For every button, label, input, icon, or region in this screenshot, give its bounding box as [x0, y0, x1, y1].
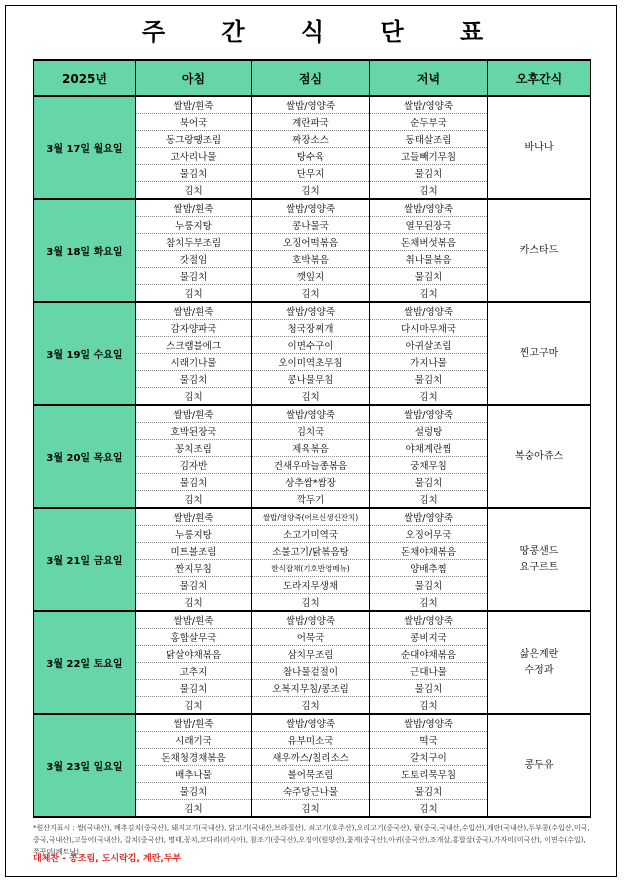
dinner-item: 쌀밥/영양죽: [370, 508, 488, 526]
breakfast-item: 쌀밥/흰죽: [136, 405, 252, 423]
lunch-item: 이면수구이: [252, 337, 370, 354]
menu-body: [34, 96, 591, 817]
breakfast-item: 누룽지탕: [136, 217, 252, 234]
menu-row: [34, 96, 591, 114]
breakfast-item: 물김치: [136, 577, 252, 594]
breakfast-item: 미트볼조림: [136, 543, 252, 560]
breakfast-item: 시래기나물: [136, 354, 252, 371]
dinner-item: 쌀밥/영양죽: [370, 302, 488, 320]
breakfast-item: 쌀밥/흰죽: [136, 714, 252, 732]
dinner-item: 김치: [370, 491, 488, 509]
menu-row: [34, 508, 591, 526]
dinner-item: 쌀밥/영양죽: [370, 714, 488, 732]
day-label: 3월 19일 수요일: [34, 302, 136, 405]
snack-item: 복숭아쥬스: [514, 450, 564, 462]
day-label: 3월 18일 화요일: [34, 199, 136, 302]
menu-row: [34, 405, 591, 423]
breakfast-item: 물김치: [136, 680, 252, 697]
breakfast-item: 김치: [136, 800, 252, 818]
day-label: 3월 23일 일요일: [34, 714, 136, 817]
dinner-item: 다시마무채국: [370, 320, 488, 337]
lunch-item: 김치: [252, 388, 370, 406]
lunch-item: 쌀밥/영양죽: [252, 96, 370, 114]
lunch-item: 김치: [252, 594, 370, 612]
lunch-item: 오복지무침/콩조림: [252, 680, 370, 697]
lunch-item: 삼치무조림: [252, 646, 370, 663]
breakfast-item: 북어국: [136, 114, 252, 131]
breakfast-item: 물김치: [136, 474, 252, 491]
breakfast-item: 쌀밥/흰죽: [136, 611, 252, 629]
lunch-item: 쌀밥/영양죽: [252, 302, 370, 320]
breakfast-item: 짠지무침: [136, 560, 252, 577]
dinner-item: 도토리묵무침: [370, 766, 488, 783]
dinner-item: 궁채무침: [370, 457, 488, 474]
lunch-item: 김치: [252, 800, 370, 818]
dinner-item: 오징어무국: [370, 526, 488, 543]
lunch-item: 쌀밥/영양죽: [252, 714, 370, 732]
lunch-item: 소불고기/닭볶음탕: [252, 543, 370, 560]
dinner-header: 저녁: [370, 60, 488, 96]
snack-cell: [488, 405, 591, 508]
dinner-item: 설렁탕: [370, 423, 488, 440]
dinner-item: 돈채버섯볶음: [370, 234, 488, 251]
snack-item: 삶은계란: [519, 648, 559, 660]
breakfast-item: 쌀밥/흰죽: [136, 302, 252, 320]
breakfast-item: 쌀밥/흰죽: [136, 199, 252, 217]
day-label: 3월 17일 월요일: [34, 96, 136, 199]
lunch-item: 김치: [252, 182, 370, 200]
dinner-item: 물김치: [370, 268, 488, 285]
lunch-item: 청국장찌개: [252, 320, 370, 337]
breakfast-item: 물김치: [136, 165, 252, 182]
snack-cell: [488, 96, 591, 199]
dinner-item: 물김치: [370, 474, 488, 491]
dinner-item: 김치: [370, 697, 488, 715]
lunch-item: 쌀밥/영양죽(어르신생신잔치): [252, 508, 370, 526]
lunch-item: 호박볶음: [252, 251, 370, 268]
breakfast-item: 배추나물: [136, 766, 252, 783]
breakfast-item: 감자양파국: [136, 320, 252, 337]
dinner-item: 김치: [370, 285, 488, 303]
dinner-item: 김치: [370, 594, 488, 612]
header-row: [34, 60, 591, 96]
breakfast-item: 김치: [136, 594, 252, 612]
weekly-menu-table: [33, 59, 591, 818]
snack-item: 요구르트: [519, 561, 559, 573]
lunch-item: 볼어묵조림: [252, 766, 370, 783]
snack-cell: [488, 714, 591, 817]
breakfast-item: 쌀밥/흰죽: [136, 508, 252, 526]
snack-item: 콩두유: [524, 759, 554, 771]
dinner-item: 쌀밥/영양죽: [370, 199, 488, 217]
dinner-item: 돈채야채볶음: [370, 543, 488, 560]
lunch-item: 계란파국: [252, 114, 370, 131]
lunch-item: 쌀밥/영양죽: [252, 405, 370, 423]
lunch-item: 콩나물국: [252, 217, 370, 234]
substitute-note: 대체찬 - 콩조림, 도시락김, 계란,두부: [33, 854, 182, 864]
snack-item: 수정과: [524, 664, 554, 676]
lunch-item: 제육볶음: [252, 440, 370, 457]
day-label: 3월 21일 금요일: [34, 508, 136, 611]
lunch-item: 어묵국: [252, 629, 370, 646]
breakfast-item: 돈채청경채볶음: [136, 749, 252, 766]
breakfast-item: 누룽지탕: [136, 526, 252, 543]
breakfast-item: 고추지: [136, 663, 252, 680]
lunch-item: 짜장소스: [252, 131, 370, 148]
dinner-item: 순두부국: [370, 114, 488, 131]
lunch-item: 숙주당근나물: [252, 783, 370, 800]
lunch-item: 도라지무생채: [252, 577, 370, 594]
lunch-header: 점심: [252, 60, 370, 96]
snack-cell: [488, 508, 591, 611]
breakfast-item: 김치: [136, 697, 252, 715]
snack-cell: [488, 302, 591, 405]
snack-header: 오후간식: [488, 60, 591, 96]
snack-cell: [488, 199, 591, 302]
breakfast-item: 스크램블에그: [136, 337, 252, 354]
lunch-item: 김치: [252, 697, 370, 715]
breakfast-item: 김치: [136, 491, 252, 509]
breakfast-item: 물김치: [136, 783, 252, 800]
page-title: 주 간 식 단 표: [141, 18, 508, 46]
breakfast-item: 시래기국: [136, 732, 252, 749]
dinner-item: 동태살조림: [370, 131, 488, 148]
origin-footnote: *원산지표시 : 쌀(국내산), 배추김치(중국산), 돼지고기(국내산), 닭고기(국내산,브라질산), 쇠고기(호주산),오리고기(중국산), 팥(중국,국내산,수입산),계란(국내산),두부콩(수입산,미국,중국,국내산),고등어(국내산), 갈치(중국산), 명태,꽁치,코다리(러시아), 참조기(중국산),오징어(원양산),꽃게(중국산),아귀(중국산),조개살,홍합살(중국),가자미(미국산), 이면수(수입),쭈꾸미(베트남): [33, 824, 590, 856]
snack-item: 땅콩샌드: [519, 545, 559, 557]
breakfast-item: 고사리나물: [136, 148, 252, 165]
dinner-item: 콩비지국: [370, 629, 488, 646]
snack-item: 바나나: [524, 141, 554, 153]
dinner-item: 야채계란찜: [370, 440, 488, 457]
dinner-item: 물김치: [370, 577, 488, 594]
menu-row: [34, 714, 591, 732]
dinner-item: 김치: [370, 800, 488, 818]
dinner-item: 물김치: [370, 371, 488, 388]
dinner-item: 고들빼기무침: [370, 148, 488, 165]
snack-cell: [488, 611, 591, 714]
lunch-item: 새우까스/칠리소스: [252, 749, 370, 766]
year-header: 2025년: [34, 60, 136, 96]
dinner-item: 물김치: [370, 783, 488, 800]
breakfast-item: 갓절임: [136, 251, 252, 268]
day-label: 3월 20일 목요일: [34, 405, 136, 508]
dinner-item: 갈치구이: [370, 749, 488, 766]
dinner-item: 김치: [370, 182, 488, 200]
dinner-item: 떡국: [370, 732, 488, 749]
menu-row: [34, 199, 591, 217]
lunch-item: 오이미역초무침: [252, 354, 370, 371]
dinner-item: 아귀살조림: [370, 337, 488, 354]
breakfast-item: 김치: [136, 182, 252, 200]
lunch-item: 쌀밥/영양죽: [252, 611, 370, 629]
lunch-item: 소고기미역국: [252, 526, 370, 543]
breakfast-item: 물김치: [136, 371, 252, 388]
dinner-item: 쌀밥/영양죽: [370, 405, 488, 423]
dinner-item: 물김치: [370, 165, 488, 182]
lunch-item: 한식잡채(기호반영메뉴): [252, 560, 370, 577]
breakfast-item: 물김치: [136, 268, 252, 285]
snack-item: 찐고구마: [519, 347, 559, 359]
breakfast-header: 아침: [136, 60, 252, 96]
menu-row: [34, 302, 591, 320]
dinner-item: 쌀밥/영양죽: [370, 96, 488, 114]
lunch-item: 깻잎지: [252, 268, 370, 285]
lunch-item: 깍두기: [252, 491, 370, 509]
lunch-item: 김치국: [252, 423, 370, 440]
breakfast-item: 김자반: [136, 457, 252, 474]
lunch-item: 김치: [252, 285, 370, 303]
breakfast-item: 닭살야채볶음: [136, 646, 252, 663]
lunch-item: 건새우마늘종볶음: [252, 457, 370, 474]
snack-item: 카스타드: [519, 244, 559, 256]
lunch-item: 콩나물무침: [252, 371, 370, 388]
breakfast-item: 호박된장국: [136, 423, 252, 440]
breakfast-item: 참치두부조림: [136, 234, 252, 251]
breakfast-item: 쌀밥/흰죽: [136, 96, 252, 114]
lunch-item: 상추쌈*쌈장: [252, 474, 370, 491]
breakfast-item: 홍합살무국: [136, 629, 252, 646]
dinner-item: 취나물볶음: [370, 251, 488, 268]
lunch-item: 탕수육: [252, 148, 370, 165]
breakfast-item: 김치: [136, 285, 252, 303]
dinner-item: 열무된장국: [370, 217, 488, 234]
lunch-item: 유부미소국: [252, 732, 370, 749]
dinner-item: 가지나물: [370, 354, 488, 371]
breakfast-item: 꽁치조림: [136, 440, 252, 457]
breakfast-item: 동그랑땡조림: [136, 131, 252, 148]
dinner-item: 양배추찜: [370, 560, 488, 577]
lunch-item: 오징어떡볶음: [252, 234, 370, 251]
lunch-item: 쌀밥/영양죽: [252, 199, 370, 217]
lunch-item: 단무지: [252, 165, 370, 182]
dinner-item: 물김치: [370, 680, 488, 697]
lunch-item: 참나물겉절이: [252, 663, 370, 680]
dinner-item: 근대나물: [370, 663, 488, 680]
dinner-item: 순대야채볶음: [370, 646, 488, 663]
dinner-item: 쌀밥/영양죽: [370, 611, 488, 629]
day-label: 3월 22일 토요일: [34, 611, 136, 714]
dinner-item: 김치: [370, 388, 488, 406]
menu-row: [34, 611, 591, 629]
breakfast-item: 김치: [136, 388, 252, 406]
